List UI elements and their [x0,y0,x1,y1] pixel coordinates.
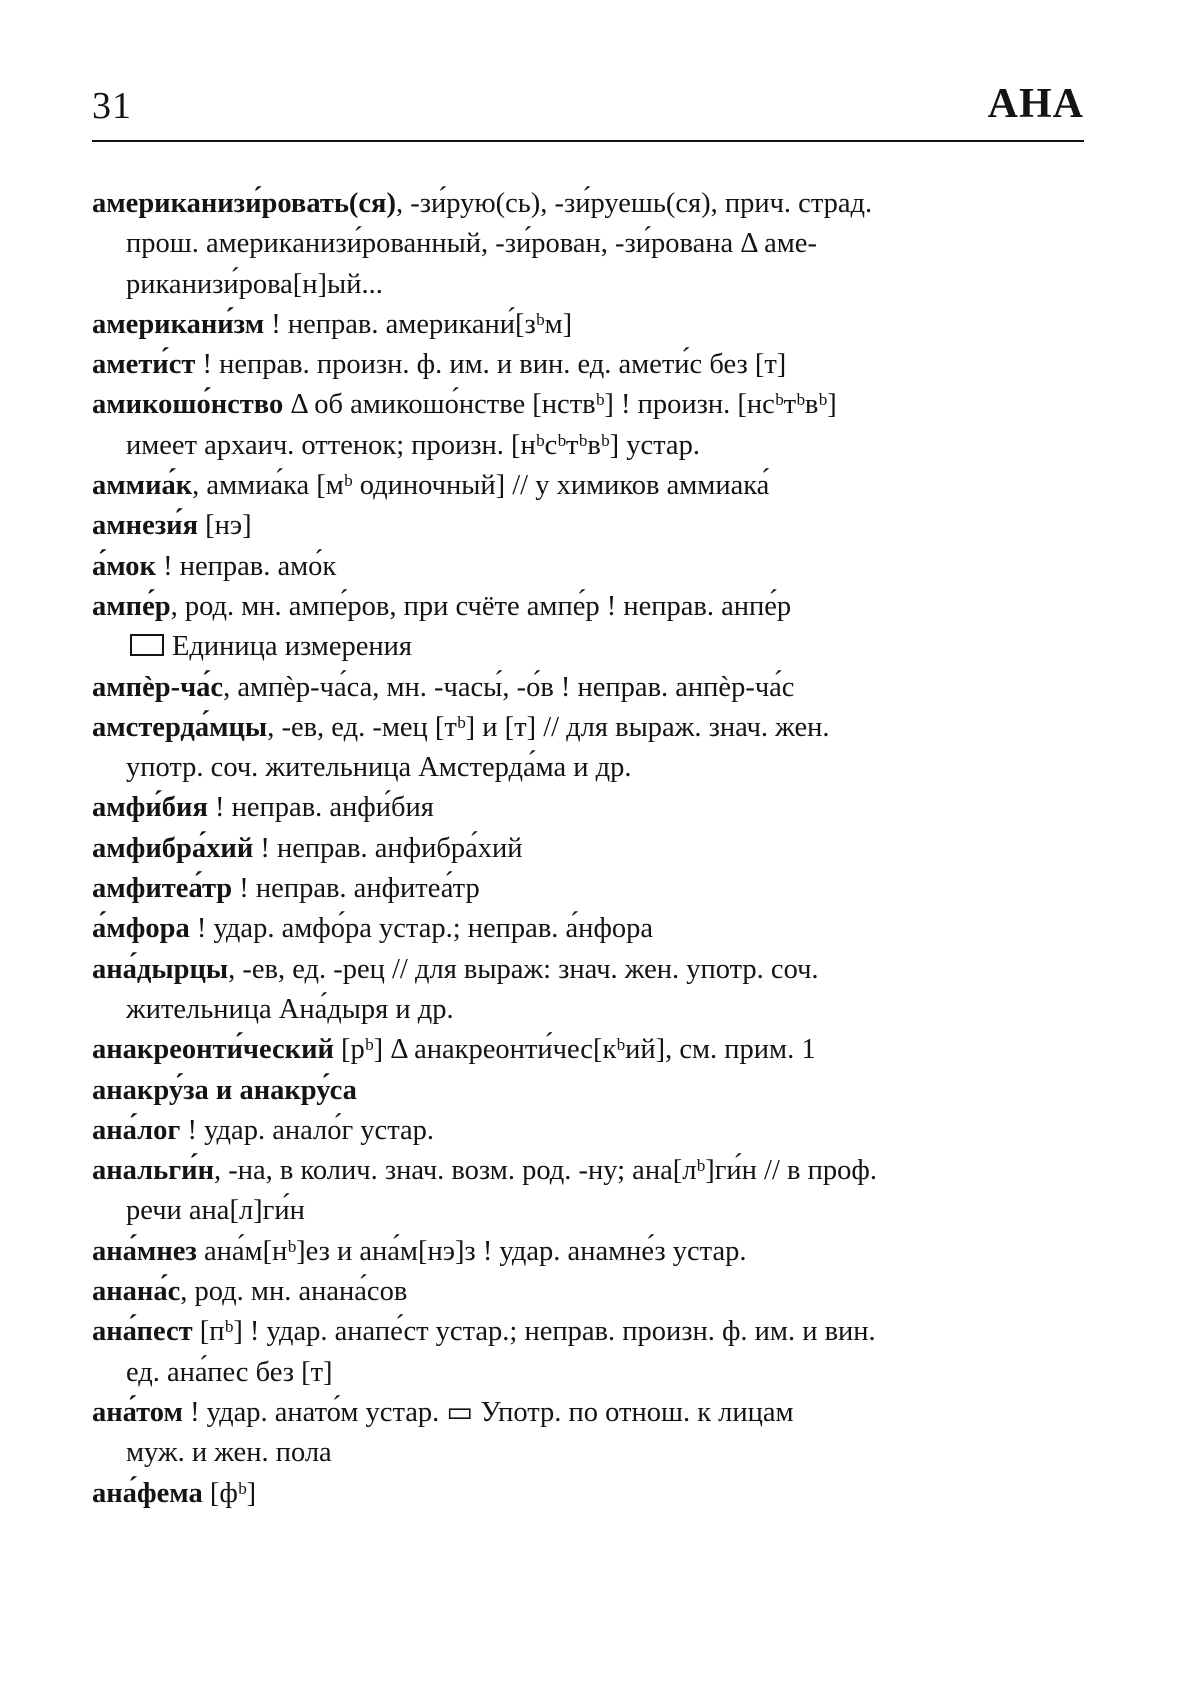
entry-text: ! неправ. анфибра́хий [253,832,523,864]
entry-text: ! удар. анато́м устар. ▭ Употр. по отнош. к лицам [182,1396,794,1428]
entry-headword: амети́ст [92,349,196,381]
entry-headword: амфи́бия [92,792,208,824]
dictionary-entry [92,1151,1084,1232]
dictionary-entry [92,950,1084,1031]
entry-text: ! удар. анало́г устар. [180,1114,435,1146]
entry-headword: а́мок [92,550,156,582]
page-number: 31 [92,85,132,127]
dictionary-entry [92,788,1084,828]
entry-continuation-text: речи ана[л]ги́н [126,1195,305,1227]
entry-continuation-text: жительница Ана́дыря и др. [126,993,454,1025]
entry-continuation-text: употр. соч. жительница Амстерда́ма и др. [126,752,632,784]
entry-text: ! неправ. американи́[зᵇм] [264,308,573,340]
entry-continuation [92,748,1084,788]
entry-headword: ана́мнез [92,1235,197,1267]
dictionary-entry [92,345,1084,385]
dictionary-entry [92,1393,1084,1474]
entry-continuation [92,990,1084,1030]
dictionary-entry [92,1272,1084,1312]
entry-headword: аммиа́к [92,470,193,502]
entry-text: ! неправ. произн. ф. им. и вин. ед. амети́с без [т] [195,349,787,381]
entry-headword: ана́дырцы [92,953,229,985]
entry-text: ! неправ. анфи́бия [207,792,434,824]
entry-headword: американи́зм [92,308,265,340]
entry-headword: а́мфора [92,913,190,945]
dictionary-entry [92,466,1084,506]
entry-continuation [92,1191,1084,1231]
entry-continuation-text: риканизи́рова[н]ый... [126,268,383,300]
entry-text: ! неправ. анфитеа́тр [232,873,480,905]
entry-headword: ампѐр-ча́с [92,671,224,703]
entry-text: , -зи́рую(сь), -зи́руешь(ся), прич. страд. [395,188,873,219]
dictionary-entry [92,909,1084,949]
dictionary-entry [92,385,1084,466]
entry-text: [рᵇ] Δ анакреонти́чес[кᵇий], см. прим. 1 [333,1034,816,1066]
dictionary-entry [92,547,1084,587]
dictionary-entry [92,869,1084,909]
entry-headword: амстерда́мцы [92,711,268,743]
dictionary-entry [92,829,1084,869]
entry-headword: ана́пест [92,1316,193,1348]
entry-headword: амикошо́нство [92,389,284,421]
dictionary-entry [92,708,1084,789]
entry-text: , род. мн. анана́сов [180,1276,408,1308]
dictionary-entry [92,305,1084,345]
entry-text: , -на, в колич. знач. возм. род. -ну; ана[лᵇ]ги́н // в проф. [214,1155,877,1187]
entry-continuation [92,265,1084,305]
entry-text: ! удар. амфо́ра устар.; неправ. а́нфора [189,913,654,945]
entry-continuation [92,1433,1084,1473]
entry-headword: ана́фема [92,1477,203,1509]
entry-text: Δ об амикошо́нстве [нствᵇ] ! произн. [нсᵇтᵇвᵇ] [283,389,837,421]
entry-headword: ампе́р [92,590,171,622]
entry-headword: амфибра́хий [92,832,254,864]
entry-continuation [92,627,1084,667]
entry-text: , ампѐр-ча́са, мн. -часы́, -о́в ! неправ. анпѐр-ча́с [223,671,795,703]
dictionary-entries [92,184,1084,1514]
dictionary-entry [92,1030,1084,1070]
entry-text: , род. мн. ампе́ров, при счёте ампе́р ! неправ. анпе́р [170,590,792,622]
dictionary-entry [92,506,1084,546]
entry-headword: американизи́ровать(ся) [92,188,396,219]
dictionary-entry [92,1232,1084,1272]
entry-continuation-text: Единица измерения [172,631,412,663]
dictionary-entry [92,1111,1084,1151]
entry-continuation-text: ед. ана́пес без [т] [126,1356,333,1388]
entry-headword: амфитеа́тр [92,873,233,905]
note-box-icon [130,634,164,656]
entry-continuation [92,426,1084,466]
entry-continuation [92,224,1084,264]
entry-text: [нэ] [198,510,252,542]
entry-text: ! неправ. амо́к [155,550,337,582]
entry-continuation [92,1353,1084,1393]
entry-text: , -ев, ед. -мец [тᵇ] и [т] // для выраж. знач. жен. [267,711,830,743]
entry-continuation-text: муж. и жен. пола [126,1437,332,1469]
entry-headword: анана́с [92,1276,181,1308]
entry-headword: ана́том [92,1396,183,1428]
header-rule [92,140,1084,142]
entry-headword: анакру́за и анакру́са [92,1074,357,1106]
entry-text: ана́м[нᵇ]ез и ана́м[нэ]з ! удар. анамне́з устар. [196,1235,747,1267]
dictionary-entry [92,1312,1084,1393]
entry-continuation-text: прош. американизи́рованный, -зи́рован, -зи́рована Δ аме- [126,228,817,260]
entry-headword: анальги́н [92,1155,215,1187]
running-head: АНА [987,81,1084,127]
dictionary-entry [92,184,1084,305]
entry-headword: амнези́я [92,510,199,542]
dictionary-entry [92,1071,1084,1111]
dictionary-entry [92,587,1084,668]
entry-text: , аммиа́ка [мᵇ одиночный] // у химиков аммиака́ [192,470,770,502]
entry-text: [пᵇ] ! удар. анапе́ст устар.; неправ. произн. ф. им. и вин. [192,1316,876,1348]
dictionary-entry [92,668,1084,708]
entry-continuation-text: имеет архаич. оттенок; произн. [нᵇсᵇтᵇвᵇ] устар. [126,429,700,461]
page-header [92,80,1084,140]
entry-headword: ана́лог [92,1114,181,1146]
entry-headword: анакреонти́ческий [92,1034,334,1066]
entry-text: [фᵇ] [202,1477,257,1509]
dictionary-entry [92,1474,1084,1514]
entry-text: , -ев, ед. -рец // для выраж: знач. жен. употр. соч. [228,953,819,985]
